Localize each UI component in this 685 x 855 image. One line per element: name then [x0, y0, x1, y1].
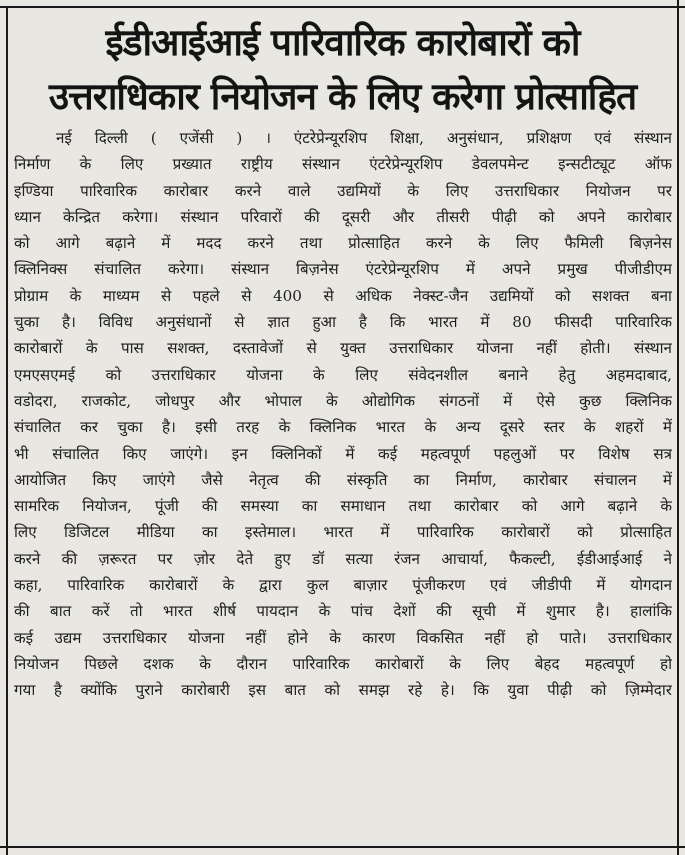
right-border	[677, 0, 679, 855]
article-body	[14, 125, 672, 704]
body-line: प्रोग्राम के माध्यम से पहले से 400 से अधिक नेक्स्ट-जैन उद्यमियों को सशक्त बना	[14, 286, 672, 305]
body-line: इण्डिया पारिवारिक कारोबार करने वाले उद्यमियों के लिए उत्तराधिकार नियोजन पर	[14, 181, 672, 200]
body-line: वडोदरा, राजकोट, जोधपुर और भोपाल के ओद्योगिक संगठनों में ऐसे कुछ क्लिनिक	[14, 391, 672, 410]
body-line: नियोजन पिछले दशक के दौरान पारिवारिक कारोबारों के लिए बेहद महत्वपूर्ण हो	[14, 654, 672, 673]
body-line: क्लिनिक्स संचालित करेगा। संस्थान बिज़नेस एंटरेप्रेन्यूरशिप में अपने प्रमुख पीजीडीएम	[14, 260, 672, 279]
body-line: गया है क्योंकि पुराने कारोबारी इस बात को समझ रहे हे। कि युवा पीढ़ी को ज़िम्मेदार	[14, 681, 672, 700]
body-line: कई उद्यम उत्तराधिकार योजना नहीं होने के कारण विकसित नहीं हो पाते। उत्तराधिकार	[14, 628, 672, 647]
headline-line-2: उत्तराधिकार नियोजन के लिए करेगा प्रोत्साहित	[48, 75, 637, 118]
body-line: भी संचालित किए जाएंगे। इन क्लिनिकों में कई महत्वपूर्ण पहलुओं पर विशेष सत्र	[14, 444, 672, 463]
body-line: लिए डिजिटल मीडिया का इस्तेमाल। भारत में पारिवारिक कारोबारों को प्रोत्साहित	[14, 523, 672, 542]
body-line: एमएसएमई को उत्तराधिकार योजना के लिए संवेदनशील बनाने हेतु अहमदाबाद,	[14, 365, 672, 384]
body-line: आयोजित किए जाएंगे जैसे नेतृत्व की संस्कृति का निर्माण, कारोबार संचालन में	[14, 470, 672, 489]
body-line: नई दिल्ली ( एजेंसी ) । एंटरेप्रेन्यूरशिप शिक्षा, अनुसंधान, प्रशिक्षण एवं संस्थान	[56, 129, 672, 147]
body-line: करने की ज़रूरत पर ज़ोर देते हुए डॉ सत्या रंजन आचार्या, फैकल्टी, ईडीआईआई ने	[14, 549, 672, 568]
bottom-border	[0, 846, 685, 848]
headline-line-1: ईडीआईआई पारिवारिक कारोबारों को	[105, 21, 580, 64]
body-line: सामरिक नियोजन, पूंजी की समस्या का समाधान तथा कारोबार को आगे बढ़ाने के	[14, 497, 672, 516]
body-line: ध्यान केन्द्रित करेगा। संस्थान परिवारों की दूसरी और तीसरी पीढ़ी को अपने कारोबार	[14, 207, 672, 226]
body-line: कहा, पारिवारिक कारोबारों के द्वारा कुल बाज़ार पूंजीकरण एवं जीडीपी में योगदान	[14, 576, 672, 595]
left-border	[6, 6, 8, 855]
body-line: संचालित कर चुका है। इसी तरह के क्लिनिक भारत के अन्य दूसरे स्तर के शहरों में	[14, 418, 672, 437]
body-line: की बात करें तो भारत शीर्ष पायदान के पांच देशों की सूची में शुमार है। हालांकि	[14, 602, 672, 621]
body-line: निर्माण के लिए प्रख्यात राष्ट्रीय संस्थान एंटरेप्रेन्यूरशिप डेवलपमेन्ट इन्सटीट्यूट ऑफ	[14, 155, 672, 174]
body-line: को आगे बढ़ाने में मदद करने तथा प्रोत्साहित करने के लिए फैमिली बिज़नेस	[14, 234, 672, 253]
body-line: कारोबारों के पास सशक्त, दस्तावेजों से युक्त उत्तराधिकार योजना नहीं होती। संस्थान	[14, 339, 672, 358]
top-border	[0, 6, 685, 8]
body-line: चुका है। विविध अनुसंधानों से ज्ञात हुआ है कि भारत में 80 फीसदी पारिवारिक	[14, 313, 672, 332]
